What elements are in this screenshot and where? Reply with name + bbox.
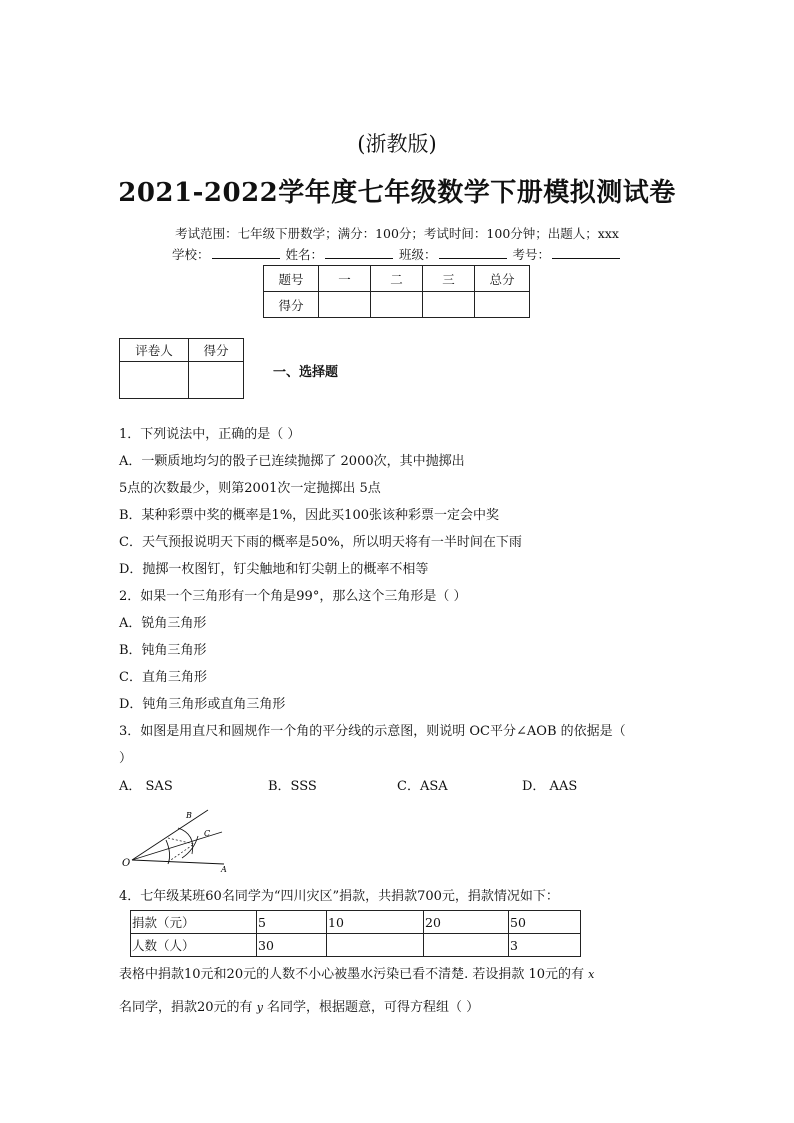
score-cell (371, 292, 423, 318)
score-table (263, 265, 530, 318)
grader-header-cell: 得分 (189, 339, 244, 362)
q1-stem: 1．下列说法中，正确的是（ ） (119, 427, 301, 442)
class-label: 班级： (398, 247, 437, 262)
point-label-a: A (221, 865, 227, 874)
q2-option-a: A．锐角三角形 (119, 616, 207, 631)
donation-cell: 50 (509, 911, 581, 934)
section-title: 一、选择题 (273, 365, 339, 380)
q4-text-line1-main: 表格中捐款10元和20元的人数不小心被墨水污染已看不清楚. 若设捐款 10元的有 (119, 967, 589, 982)
compass-arc (166, 840, 170, 864)
name-label: 姓名： (285, 247, 323, 262)
donation-row-people (131, 934, 581, 957)
angle-bisector-figure (118, 804, 230, 876)
grader-header-cell: 评卷人 (120, 339, 189, 362)
donation-cell: 3 (509, 934, 581, 957)
score-header-cell: 三 (423, 266, 475, 292)
q1-option-b: B．某种彩票中奖的概率是1%，因此买100张该种彩票一定会中奖 (119, 508, 499, 523)
grader-table (119, 338, 244, 399)
q4-text-line2-end: 名同学，根据题意，可得方程组（ ） (262, 1000, 480, 1015)
variable-x: x (588, 968, 595, 981)
score-cell (423, 292, 475, 318)
score-header-cell: 题号 (264, 266, 319, 292)
q2-option-b: B．钝角三角形 (119, 643, 207, 658)
ray-ob (132, 810, 211, 860)
dashed-segment (168, 844, 194, 862)
donation-cell: 30 (257, 934, 327, 957)
donation-cell (327, 934, 424, 957)
q3-option-b: B．SSS (268, 779, 317, 794)
q1-option-d: D．抛掷一枚图钉，钉尖触地和钉尖朝上的概率不相等 (119, 562, 429, 577)
q2-stem: 2．如果一个三角形有一个角是99°，那么这个三角形是（ ） (119, 589, 467, 604)
score-header-cell: 二 (371, 266, 423, 292)
q4-text-line2-start: 名同学，捐款20元的有 (119, 1000, 257, 1015)
score-row-label: 得分 (264, 292, 319, 318)
point-label-b: B (186, 811, 192, 820)
q4-stem: 4．七年级某班60名同学为“四川灾区”捐款，共捐款700元，捐款情况如下： (119, 889, 559, 904)
donation-cell: 10 (327, 911, 424, 934)
score-cell (319, 292, 371, 318)
exam-title: 2021-2022学年度七年级数学下册模拟测试卷 (118, 178, 676, 208)
number-blank[interactable] (552, 246, 620, 259)
q2-option-c: C．直角三角形 (119, 670, 207, 685)
q3-option-d: D． AAS (522, 779, 578, 794)
q1-option-a-line2: 5点的次数最少，则第2001次一定抛掷出 5点 (119, 481, 381, 496)
q3-stem: 3．如图是用直尺和圆规作一个角的平分线的示意图，则说明 OC平分∠AOB 的依据是（ (119, 724, 626, 739)
donation-cell: 20 (424, 911, 509, 934)
school-label: 学校： (171, 247, 210, 262)
donation-cell (424, 934, 509, 957)
q3-option-a: A． SAS (119, 779, 173, 794)
variable-y: y (256, 1001, 263, 1014)
score-header-cell: 一 (319, 266, 371, 292)
grader-cell (189, 362, 244, 399)
edition-label: (浙教版) (357, 132, 437, 156)
q3-stem-end: ） (119, 751, 133, 766)
q4-text-line1 (119, 966, 594, 984)
class-blank[interactable] (439, 246, 507, 259)
number-label: 考号： (512, 247, 550, 262)
score-table-header-row (264, 266, 530, 292)
grader-cell (120, 362, 189, 399)
q3-option-c: C．ASA (397, 779, 448, 794)
point-label-c: C (204, 829, 211, 838)
ray-oa (132, 860, 224, 864)
compass-arc (182, 836, 198, 858)
score-header-cell: 总分 (475, 266, 530, 292)
donation-cell: 捐款（元） (131, 911, 257, 934)
donation-table (130, 910, 581, 957)
student-fields (0, 245, 794, 263)
grader-row (120, 362, 244, 399)
grader-header-row (120, 339, 244, 362)
dashed-segment (168, 838, 194, 844)
exam-info: 考试范围：七年级下册数学；满分：100分；考试时间：100分钟；出题人；xxx (175, 226, 619, 241)
point-label-o: O (122, 858, 131, 869)
school-blank[interactable] (212, 246, 280, 259)
score-cell (475, 292, 530, 318)
score-table-row (264, 292, 530, 318)
q2-option-d: D．钝角三角形或直角三角形 (119, 697, 286, 712)
q1-option-a-line1: A．一颗质地均匀的骰子已连续抛掷了 2000次，其中抛掷出 (119, 454, 465, 469)
donation-cell: 人数（人） (131, 934, 257, 957)
donation-cell: 5 (257, 911, 327, 934)
donation-row-amount (131, 911, 581, 934)
q4-text-line2 (119, 999, 479, 1017)
name-blank[interactable] (325, 246, 393, 259)
q1-option-c: C．天气预报说明天下雨的概率是50%，所以明天将有一半时间在下雨 (119, 535, 522, 550)
